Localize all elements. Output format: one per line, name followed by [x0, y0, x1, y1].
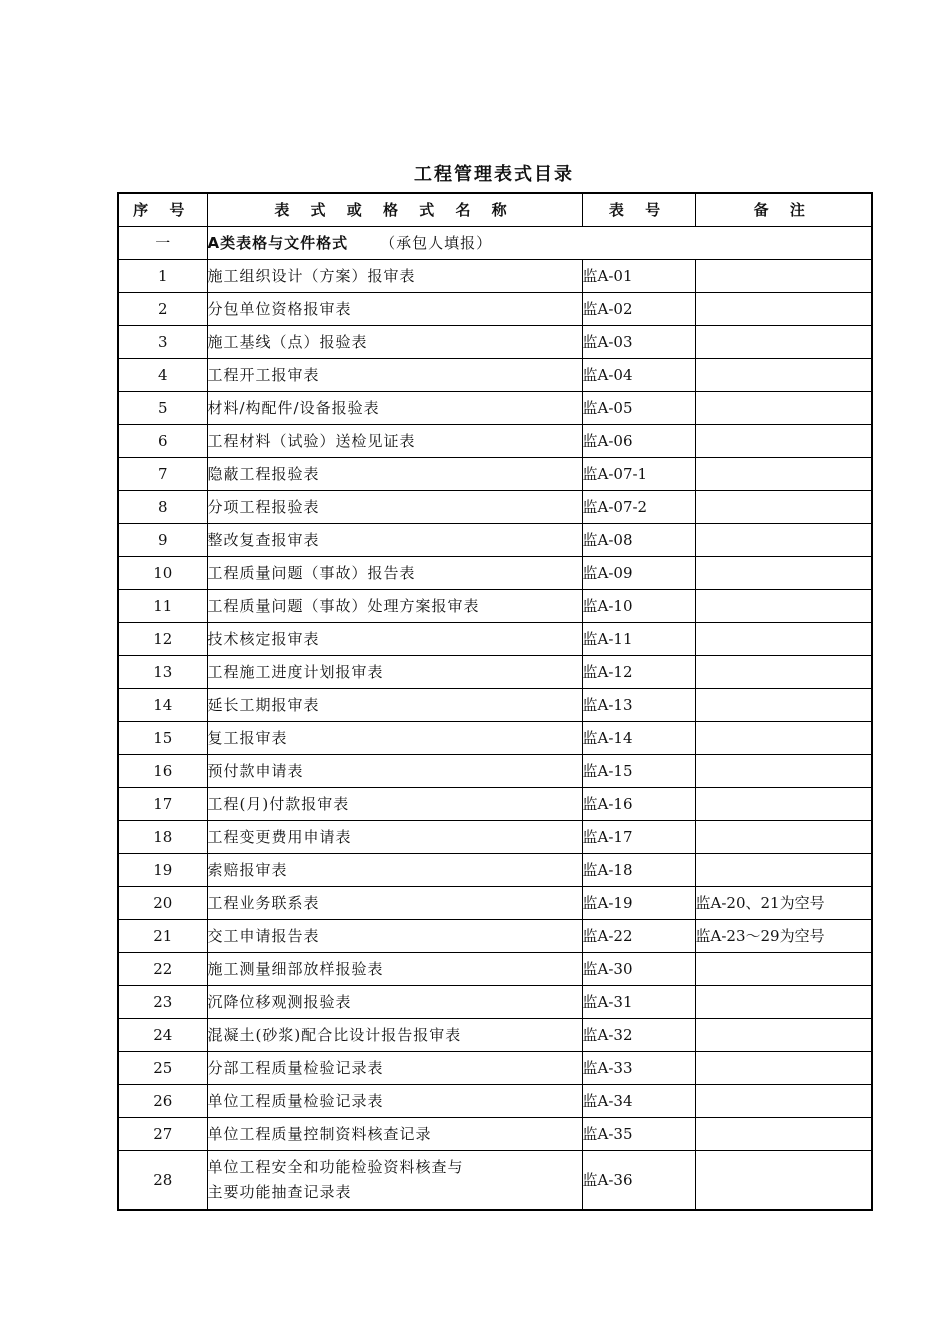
row-code: 监A-09 [582, 557, 695, 590]
row-code: 监A-07-2 [582, 491, 695, 524]
row-no: 22 [118, 953, 207, 986]
row-note: 监A-23～29为空号 [695, 920, 872, 953]
section-row [118, 227, 872, 260]
table-row [118, 755, 872, 788]
row-no: 19 [118, 854, 207, 887]
row-code: 监A-11 [582, 623, 695, 656]
table-row [118, 788, 872, 821]
row-code: 监A-08 [582, 524, 695, 557]
row-name: 混凝土(砂浆)配合比设计报告报审表 [207, 1019, 582, 1052]
row-note [695, 854, 872, 887]
row-code: 监A-34 [582, 1085, 695, 1118]
table-row [118, 458, 872, 491]
section-no: 一 [118, 227, 207, 260]
row-name [207, 1151, 582, 1211]
row-no: 12 [118, 623, 207, 656]
table-row [118, 953, 872, 986]
row-name: 单位工程质量检验记录表 [207, 1085, 582, 1118]
row-no: 17 [118, 788, 207, 821]
table-row [118, 920, 872, 953]
row-note [695, 656, 872, 689]
row-no: 21 [118, 920, 207, 953]
row-no: 3 [118, 326, 207, 359]
row-note [695, 953, 872, 986]
row-no: 20 [118, 887, 207, 920]
row-name: 工程质量问题（事故）报告表 [207, 557, 582, 590]
row-note [695, 1052, 872, 1085]
row-code: 监A-17 [582, 821, 695, 854]
row-code: 监A-01 [582, 260, 695, 293]
row-name: 施工测量细部放样报验表 [207, 953, 582, 986]
row-note [695, 1151, 872, 1211]
row-code: 监A-14 [582, 722, 695, 755]
row-note [695, 1118, 872, 1151]
row-name: 复工报审表 [207, 722, 582, 755]
row-no: 8 [118, 491, 207, 524]
table-header-row [118, 193, 872, 227]
row-name: 工程(月)付款报审表 [207, 788, 582, 821]
row-code: 监A-12 [582, 656, 695, 689]
table-row [118, 986, 872, 1019]
row-name: 工程施工进度计划报审表 [207, 656, 582, 689]
row-code: 监A-03 [582, 326, 695, 359]
row-name: 分项工程报验表 [207, 491, 582, 524]
row-note [695, 986, 872, 1019]
row-note [695, 458, 872, 491]
row-no: 5 [118, 392, 207, 425]
row-code: 监A-32 [582, 1019, 695, 1052]
row-no: 24 [118, 1019, 207, 1052]
table-row [118, 524, 872, 557]
row-no: 4 [118, 359, 207, 392]
table-row [118, 491, 872, 524]
table-row [118, 1151, 872, 1211]
row-no: 13 [118, 656, 207, 689]
row-note [695, 491, 872, 524]
table-row [118, 887, 872, 920]
table-row [118, 425, 872, 458]
table-row [118, 623, 872, 656]
header-code: 表 号 [582, 193, 695, 227]
row-no: 2 [118, 293, 207, 326]
row-no: 28 [118, 1151, 207, 1211]
row-name: 材料/构配件/设备报验表 [207, 392, 582, 425]
row-note [695, 821, 872, 854]
row-name: 工程变更费用申请表 [207, 821, 582, 854]
row-note [695, 722, 872, 755]
row-name: 技术核定报审表 [207, 623, 582, 656]
row-code: 监A-19 [582, 887, 695, 920]
row-note [695, 590, 872, 623]
header-note: 备 注 [695, 193, 872, 227]
table-row [118, 557, 872, 590]
row-code: 监A-02 [582, 293, 695, 326]
row-no: 7 [118, 458, 207, 491]
table-row [118, 722, 872, 755]
header-no: 序 号 [118, 193, 207, 227]
row-no: 14 [118, 689, 207, 722]
table-row [118, 1118, 872, 1151]
row-name: 工程质量问题（事故）处理方案报审表 [207, 590, 582, 623]
row-name: 交工申请报告表 [207, 920, 582, 953]
row-code: 监A-16 [582, 788, 695, 821]
table-row [118, 1052, 872, 1085]
row-name: 工程业务联系表 [207, 887, 582, 920]
row-name: 分部工程质量检验记录表 [207, 1052, 582, 1085]
row-name-line: 主要功能抽查记录表 [207, 1183, 352, 1201]
row-note [695, 392, 872, 425]
row-name: 延长工期报审表 [207, 689, 582, 722]
row-note [695, 293, 872, 326]
table-row [118, 1019, 872, 1052]
row-name: 索赔报审表 [207, 854, 582, 887]
row-name: 隐蔽工程报验表 [207, 458, 582, 491]
row-note [695, 1019, 872, 1052]
row-note [695, 260, 872, 293]
row-no: 6 [118, 425, 207, 458]
table-row [118, 854, 872, 887]
row-note [695, 1085, 872, 1118]
row-note [695, 557, 872, 590]
forms-catalog-table [117, 192, 873, 1211]
row-code: 监A-35 [582, 1118, 695, 1151]
row-code: 监A-31 [582, 986, 695, 1019]
row-code: 监A-10 [582, 590, 695, 623]
row-note [695, 788, 872, 821]
table-row [118, 260, 872, 293]
row-code: 监A-36 [582, 1151, 695, 1211]
table-row [118, 1085, 872, 1118]
row-no: 10 [118, 557, 207, 590]
row-code: 监A-05 [582, 392, 695, 425]
row-no: 25 [118, 1052, 207, 1085]
row-code: 监A-22 [582, 920, 695, 953]
table-row [118, 392, 872, 425]
section-name: A类表格与文件格式 [207, 233, 349, 252]
row-no: 1 [118, 260, 207, 293]
row-note [695, 524, 872, 557]
row-no: 23 [118, 986, 207, 1019]
table-row [118, 689, 872, 722]
row-name: 工程材料（试验）送检见证表 [207, 425, 582, 458]
section-title-cell [207, 227, 872, 260]
row-no: 15 [118, 722, 207, 755]
table-row [118, 359, 872, 392]
table-row [118, 821, 872, 854]
row-name: 工程开工报审表 [207, 359, 582, 392]
row-code: 监A-15 [582, 755, 695, 788]
row-code: 监A-33 [582, 1052, 695, 1085]
row-code: 监A-30 [582, 953, 695, 986]
row-name: 沉降位移观测报验表 [207, 986, 582, 1019]
row-note [695, 359, 872, 392]
row-no: 18 [118, 821, 207, 854]
row-name: 施工基线（点）报验表 [207, 326, 582, 359]
row-note [695, 326, 872, 359]
row-name: 分包单位资格报审表 [207, 293, 582, 326]
header-name: 表 式 或 格 式 名 称 [207, 193, 582, 227]
row-note [695, 425, 872, 458]
row-note [695, 623, 872, 656]
row-name-line: 单位工程安全和功能检验资料核查与 [207, 1158, 464, 1176]
row-name: 施工组织设计（方案）报审表 [207, 260, 582, 293]
table-row [118, 656, 872, 689]
table-row [118, 326, 872, 359]
table-row [118, 590, 872, 623]
row-name: 整改复查报审表 [207, 524, 582, 557]
row-code: 监A-04 [582, 359, 695, 392]
table-row [118, 293, 872, 326]
row-no: 26 [118, 1085, 207, 1118]
row-note [695, 755, 872, 788]
row-code: 监A-18 [582, 854, 695, 887]
row-code: 监A-06 [582, 425, 695, 458]
row-name: 单位工程质量控制资料核查记录 [207, 1118, 582, 1151]
document-title: 工程管理表式目录 [414, 164, 574, 185]
row-name: 预付款申请表 [207, 755, 582, 788]
row-note [695, 689, 872, 722]
row-no: 9 [118, 524, 207, 557]
row-code: 监A-13 [582, 689, 695, 722]
row-code: 监A-07-1 [582, 458, 695, 491]
row-no: 27 [118, 1118, 207, 1151]
section-subtitle: （承包人填报） [380, 233, 493, 252]
row-no: 16 [118, 755, 207, 788]
row-no: 11 [118, 590, 207, 623]
row-note: 监A-20、21为空号 [695, 887, 872, 920]
